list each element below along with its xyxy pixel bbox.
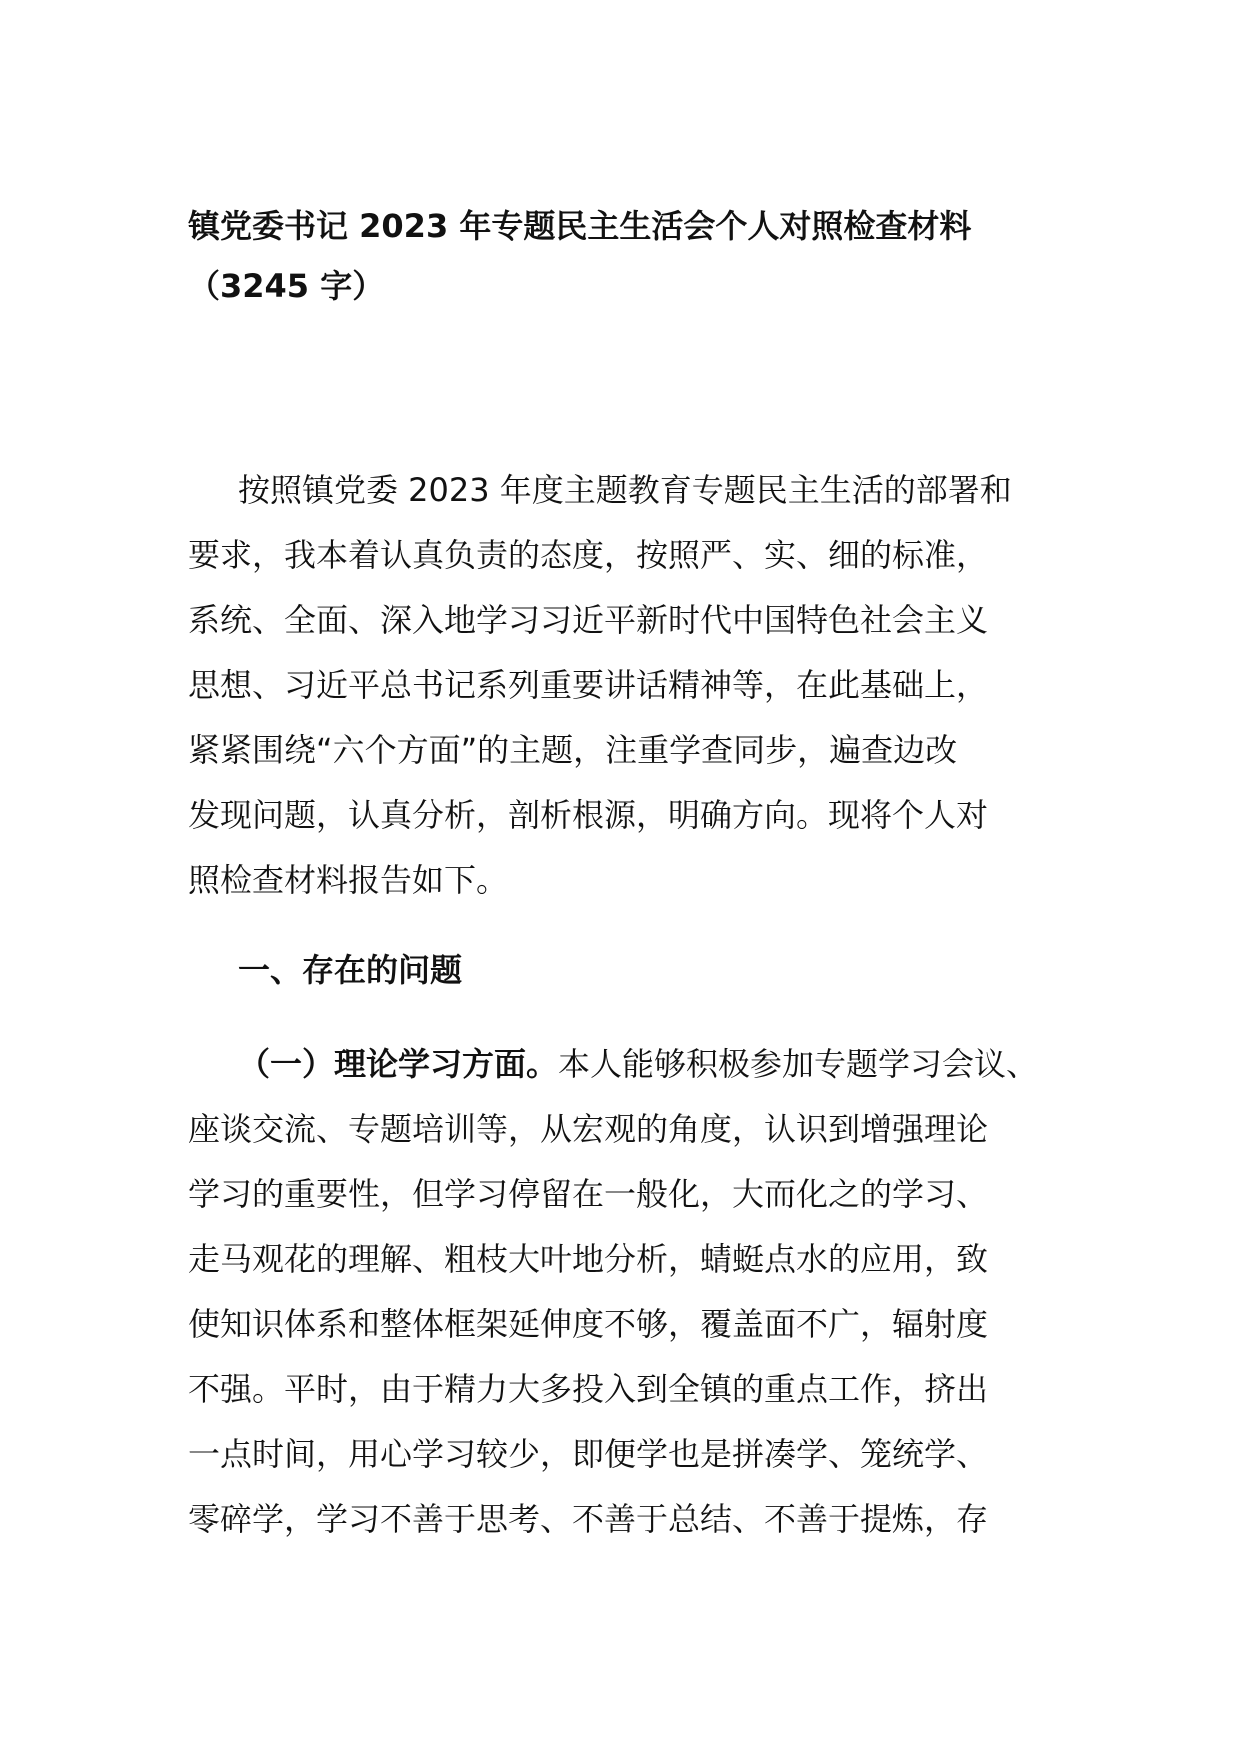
paragraph-line: 思想、习近平总书记系列重要讲话精神等，在此基础上， — [188, 666, 989, 704]
title-line-2: （3245 字） — [188, 267, 385, 305]
paragraph-line: 紧紧围绕“六个方面”的主题，注重学查同步，遍查边改 — [188, 731, 958, 769]
subsection-paragraph — [188, 1032, 1068, 1552]
paragraph-line: 使知识体系和整体框架延伸度不够，覆盖面不广，辐射度 — [188, 1305, 989, 1343]
paragraph-line: 系统、全面、深入地学习习近平新时代中国特色社会主义 — [188, 601, 989, 639]
section-heading: 一、存在的问题 — [238, 951, 463, 989]
paragraph-line: 按照镇党委 2023 年度主题教育专题民主生活的部署和 — [238, 471, 1012, 509]
paragraph-line: 照检查材料报告如下。 — [188, 861, 509, 899]
intro-paragraph — [188, 458, 1068, 913]
paragraph-line: 座谈交流、专题培训等，从宏观的角度，认识到增强理论 — [188, 1110, 989, 1148]
title-line-1: 镇党委书记 2023 年专题民主生活会个人对照检查材料 — [188, 207, 972, 245]
paragraph-line: 要求，我本着认真负责的态度，按照严、实、细的标准， — [188, 536, 989, 574]
paragraph-first-line — [188, 1032, 1068, 1097]
document-title — [188, 196, 1088, 316]
paragraph-line: 学习的重要性，但学习停留在一般化，大而化之的学习、 — [188, 1175, 989, 1213]
paragraph-line: 一点时间，用心学习较少，即便学也是拼凑学、笼统学、 — [188, 1435, 989, 1473]
paragraph-line: 不强。平时，由于精力大多投入到全镇的重点工作，挤出 — [188, 1370, 989, 1408]
paragraph-line-rest: 本人能够积极参加专题学习会议、 — [558, 1045, 1039, 1083]
paragraph-line: 发现问题，认真分析，剖析根源，明确方向。现将个人对 — [188, 796, 989, 834]
paragraph-line: 零碎学，学习不善于思考、不善于总结、不善于提炼，存 — [188, 1500, 989, 1538]
paragraph-line: 走马观花的理解、粗枝大叶地分析，蜻蜓点水的应用，致 — [188, 1240, 989, 1278]
subsection-lead: （一）理论学习方面。 — [238, 1045, 559, 1083]
